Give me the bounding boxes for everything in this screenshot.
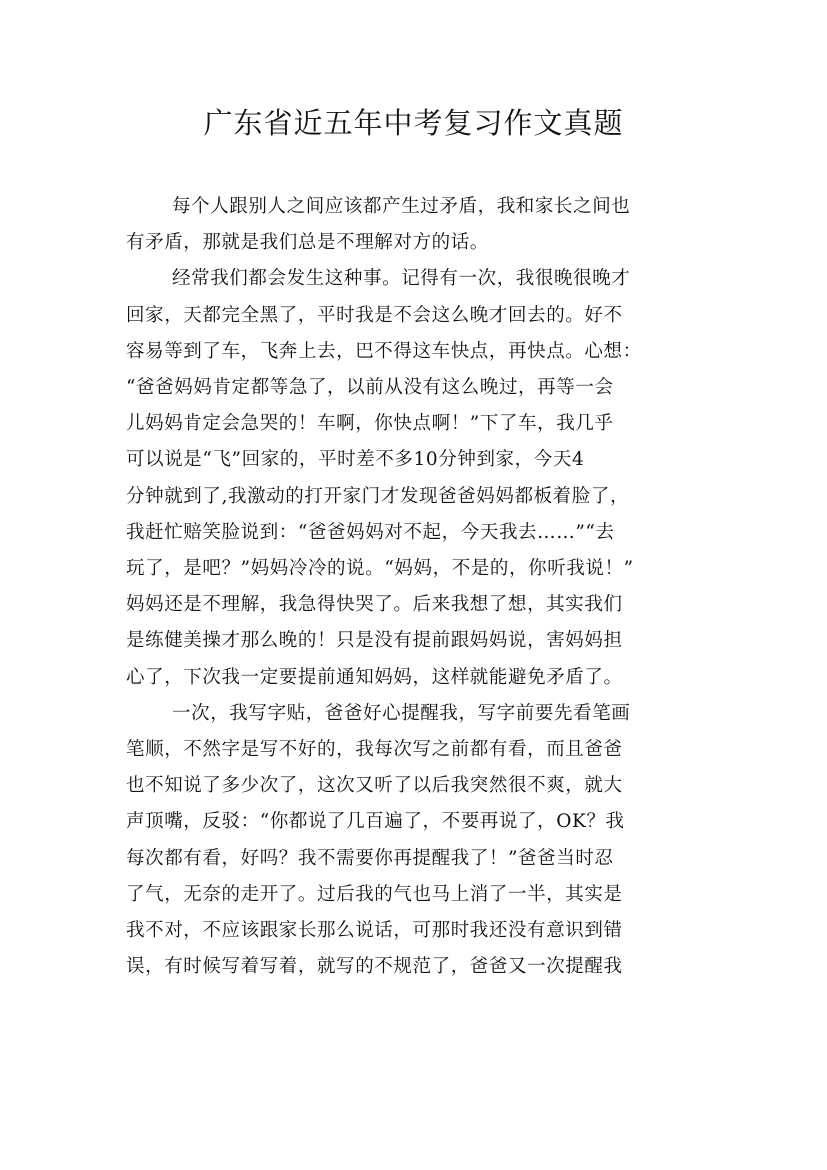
- paragraph-line: 笔顺，不然字是写不好的，我每次写之前都有看，而且爸爸: [126, 739, 623, 761]
- paragraph-line: 声顶嘴，反驳：“你都说了几百遍了，不要再说了，OK？我: [126, 811, 625, 833]
- paragraph-line: “爸爸妈妈肯定都等急了，以前从没有这么晚过，再等一会: [126, 377, 614, 399]
- paragraph-3: [126, 696, 706, 986]
- paragraph-line: 容易等到了车，飞奔上去，巴不得这车快点，再快点。心想：: [126, 340, 642, 362]
- paragraph-line: 分钟就到了,我激动的打开家门才发现爸爸妈妈都板着脸了，: [126, 485, 630, 507]
- paragraph-1: [126, 189, 706, 261]
- paragraph-line: 每次都有看，好吗？我不需要你再提醒我了！”爸爸当时忍: [126, 847, 614, 869]
- paragraph-line: 了气，无奈的走开了。过后我的气也马上消了一半，其实是: [126, 883, 623, 905]
- paragraph-line: 也不知说了多少次了，这次又听了以后我突然很不爽，就大: [126, 775, 623, 797]
- paragraph-line: 有矛盾，那就是我们总是不理解对方的话。: [126, 232, 489, 254]
- paragraph-line: 经常我们都会发生这种事。记得有一次，我很晚很晚才: [172, 268, 631, 290]
- paragraph-line: 一次，我写字贴，爸爸好心提醒我，写字前要先看笔画: [172, 702, 631, 724]
- paragraph-line: 每个人跟别人之间应该都产生过矛盾，我和家长之间也: [172, 196, 631, 217]
- paragraph-line: 玩了，是吧？”妈妈冷冷的说。“妈妈，不是的，你听我说！”: [126, 558, 634, 580]
- paragraph-line: 我赶忙赔笑脸说到：“爸爸妈妈对不起，今天我去……”“去: [126, 521, 615, 543]
- paragraph-line: 心了，下次我一定要提前通知妈妈，这样就能避免矛盾了。: [126, 666, 623, 688]
- paragraph-line: 可以说是“飞”回家的，平时差不多10分钟到家，今天4: [126, 449, 585, 471]
- paragraph-line: 是练健美操才那么晚的！只是没有提前跟妈妈说，害妈妈担: [126, 630, 623, 652]
- paragraph-line: 儿妈妈肯定会急哭的！车啊，你快点啊！”下了车，我几乎: [126, 413, 614, 435]
- paragraph-line: 我不对，不应该跟家长那么说话，可那时我还没有意识到错: [126, 920, 623, 942]
- paragraph-line: 回家，天都完全黑了，平时我是不会这么晚才回去的。好不: [126, 304, 623, 326]
- paragraph-line: 误，有时候写着写着，就写的不规范了，爸爸又一次提醒我: [126, 956, 623, 978]
- paragraph-line: 妈妈还是不理解，我急得快哭了。后来我想了想，其实我们: [126, 594, 623, 616]
- paragraph-2: [126, 261, 706, 695]
- document-title: 广东省近五年中考复习作文真题: [203, 106, 624, 140]
- document-body: [126, 189, 706, 985]
